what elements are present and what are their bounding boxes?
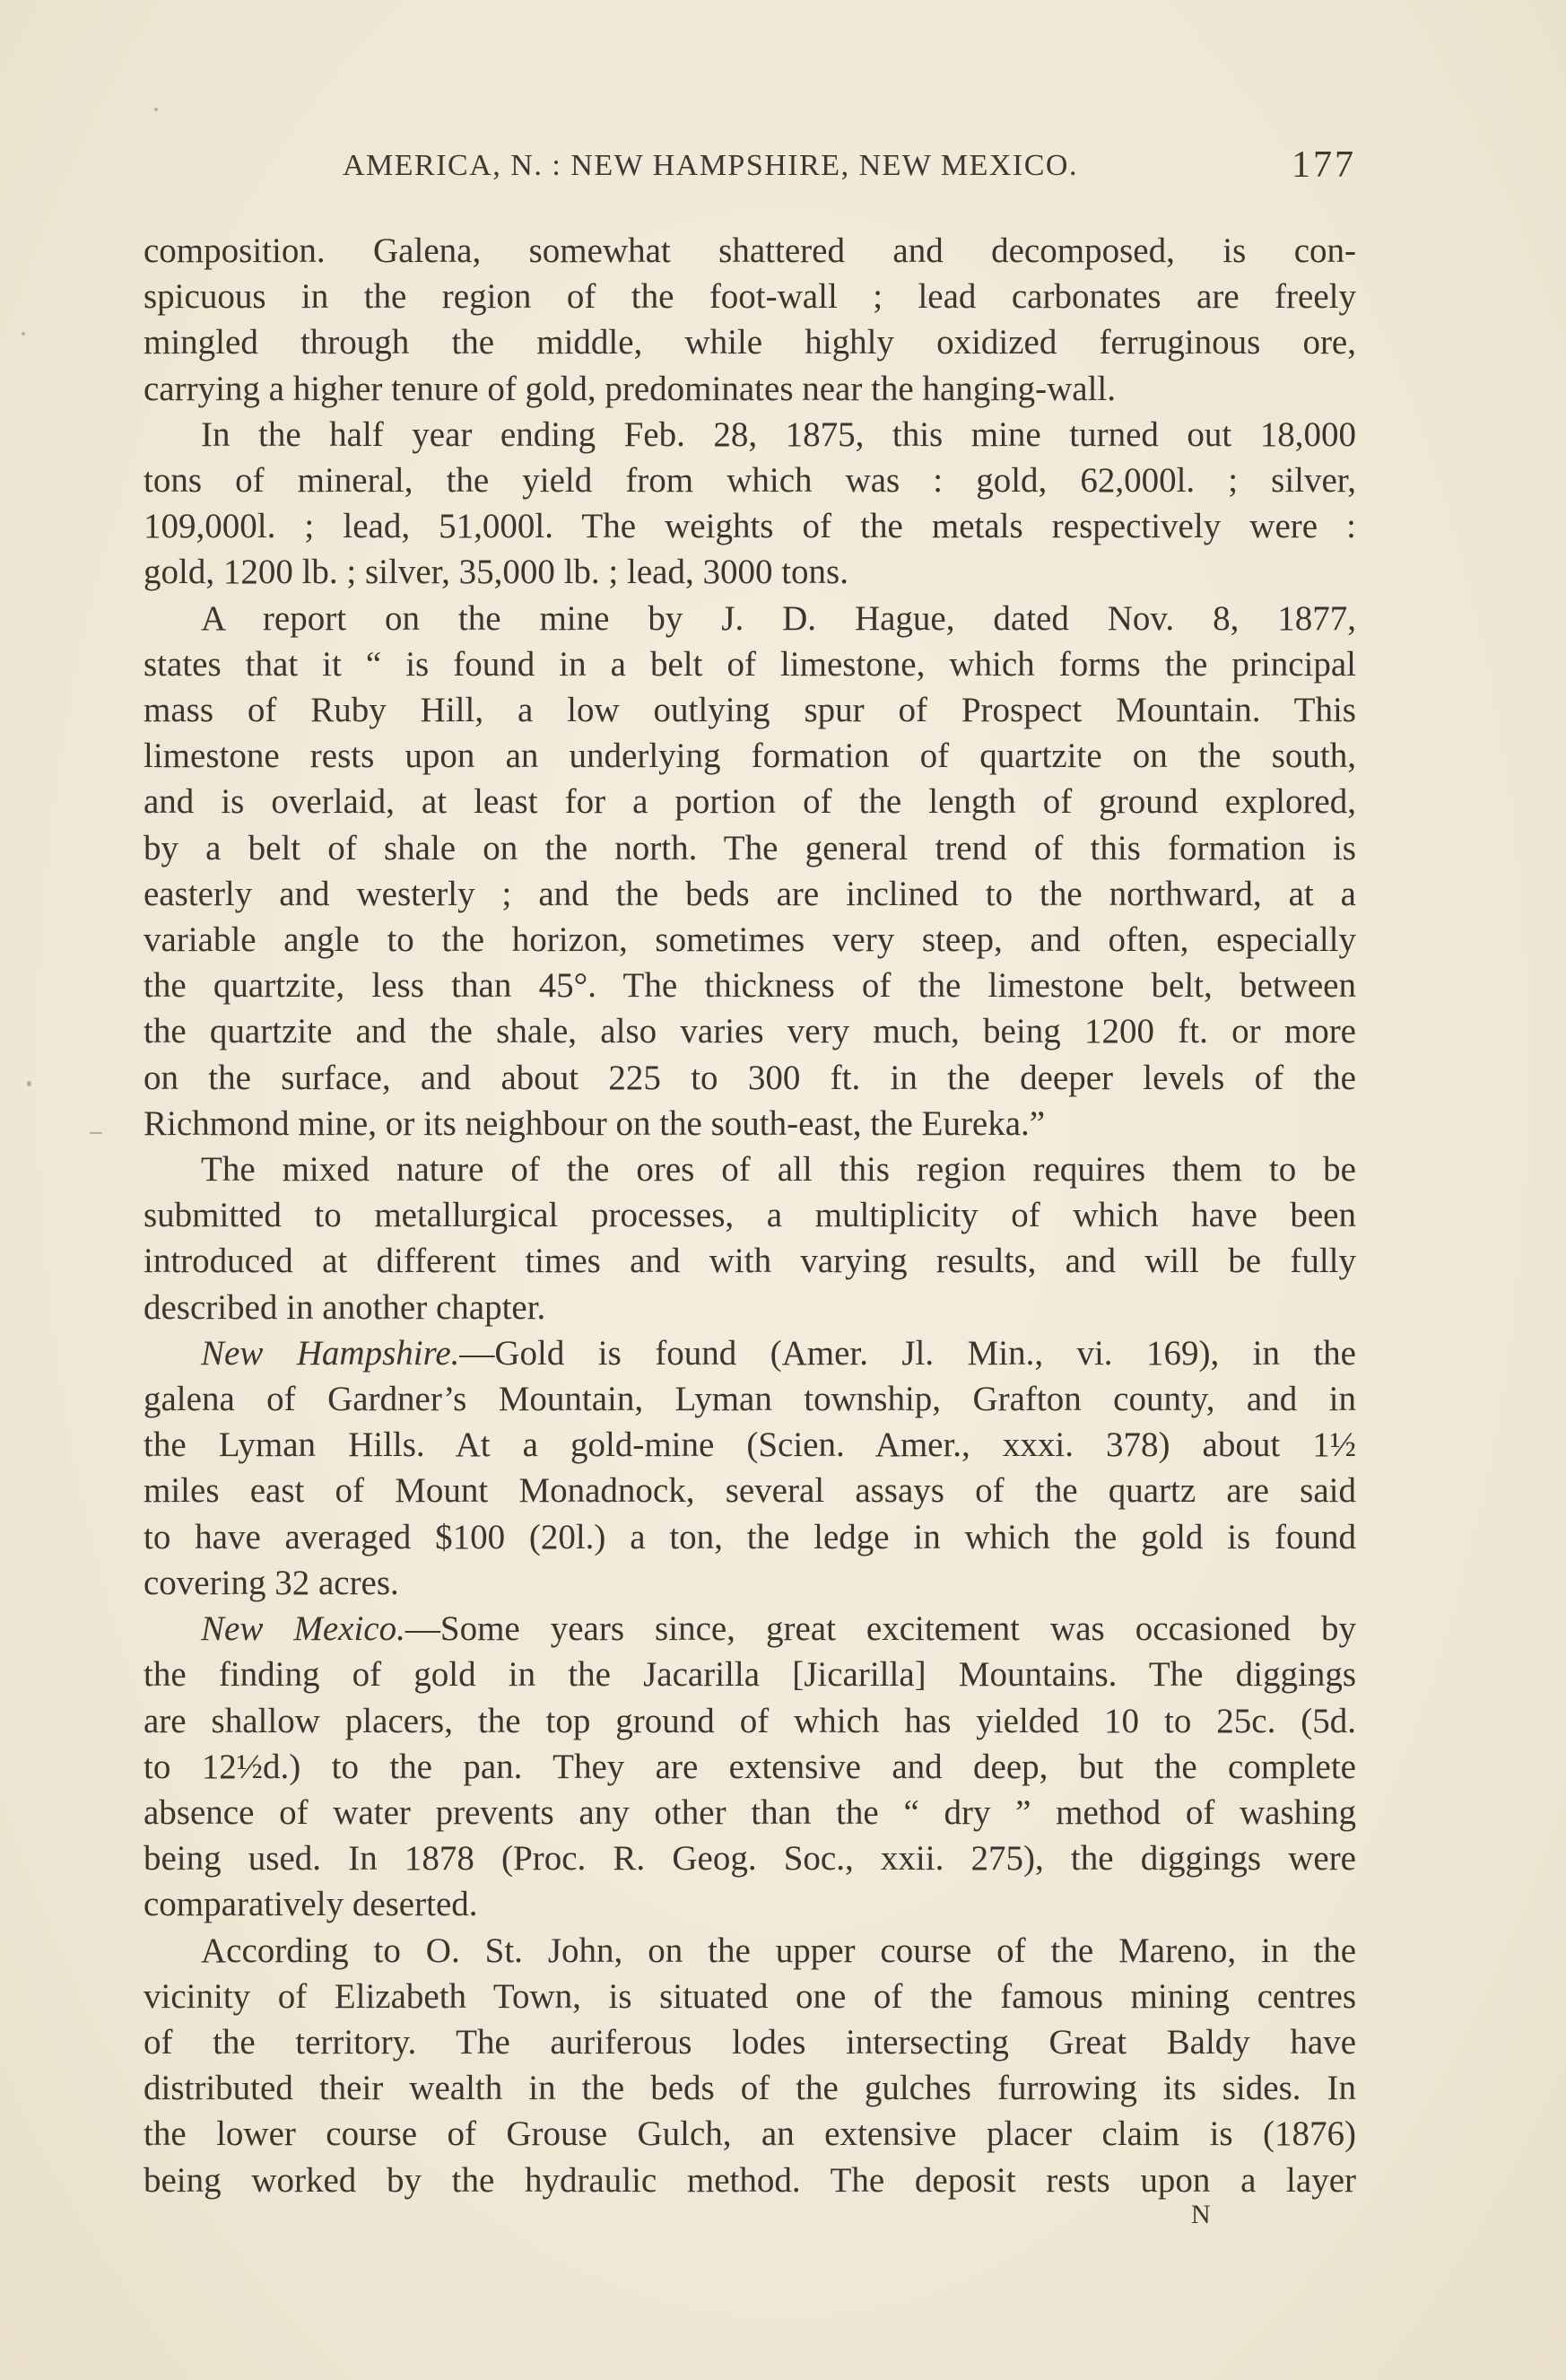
paper-speck	[27, 1081, 31, 1086]
text-line: vicinity of Elizabeth Town, is situated one of the famous mining centres	[144, 1976, 1356, 2016]
paper-speck	[90, 1132, 102, 1134]
text-line: comparatively deserted.	[144, 1885, 478, 1924]
running-title: AMERICA, N. : NEW HAMPSHIRE, NEW MEXICO.	[343, 149, 1078, 182]
text-line: being worked by the hydraulic method. The deposit rests upon a layer	[144, 2160, 1356, 2200]
text-line	[144, 1330, 1356, 1376]
text-line: mass of Ruby Hill, a low outlying spur of Prospect Mountain. This	[144, 691, 1356, 730]
text-line: of the territory. The auriferous lodes intersecting Great Baldy have	[144, 2022, 1356, 2062]
paper-speck	[22, 332, 25, 336]
text-line: absence of water prevents any other than the “ dry ” method of washing	[144, 1792, 1356, 1832]
text-line: the quartzite, less than 45°. The thickness of the limestone belt, between	[144, 966, 1356, 1006]
text-line-rest: —Some years since, great excitement was occasioned by	[405, 1609, 1356, 1649]
text-line: spicuous in the region of the foot-wall ; lead carbonates are freely	[144, 277, 1356, 317]
text-line: the quartzite and the shale, also varies very much, being 1200 ft. or more	[144, 1012, 1356, 1051]
text-line: covering 32 acres.	[144, 1563, 399, 1602]
page-number: 177	[1292, 144, 1356, 186]
text-line: A report on the mine by J. D. Hague, dated Nov. 8, 1877,	[201, 598, 1356, 638]
text-line	[144, 1606, 1356, 1652]
section-heading: New Mexico.	[201, 1609, 405, 1649]
text-line: the Lyman Hills. At a gold-mine (Scien. Amer., xxxi. 378) about 1½	[144, 1425, 1356, 1465]
text-line: mingled through the middle, while highly oxidized ferruginous ore,	[144, 323, 1356, 362]
text-line: being used. In 1878 (Proc. R. Geog. Soc., xxii. 275), the diggings were	[144, 1839, 1356, 1879]
text-line: introduced at different times and with varying results, and will be fully	[144, 1242, 1356, 1281]
text-line: on the surface, and about 225 to 300 ft. in the deeper levels of the	[144, 1058, 1356, 1097]
body-text	[144, 228, 1356, 2203]
text-line: and is overlaid, at least for a portion of the length of ground explored,	[144, 782, 1356, 822]
paper-speck	[154, 108, 158, 111]
text-line: gold, 1200 lb. ; silver, 35,000 lb. ; lead, 3000 tons.	[144, 553, 848, 592]
text-line: the finding of gold in the Jacarilla [Jicarilla] Mountains. The diggings	[144, 1655, 1356, 1695]
text-line: composition. Galena, somewhat shattered and decomposed, is con-	[144, 231, 1356, 270]
text-line: are shallow placers, the top ground of which has yielded 10 to 25c. (5d.	[144, 1701, 1356, 1740]
signature-mark: N	[1191, 2200, 1211, 2229]
text-line: by a belt of shale on the north. The general trend of this formation is	[144, 828, 1356, 867]
text-line: galena of Gardner’s Mountain, Lyman township, Grafton county, and in	[144, 1380, 1356, 1419]
text-line: variable angle to the horizon, sometimes very steep, and often, especially	[144, 920, 1356, 960]
text-line: to 12½d.) to the pan. They are extensive and deep, but the complete	[144, 1747, 1356, 1786]
text-line: easterly and westerly ; and the beds are inclined to the northward, at a	[144, 874, 1356, 913]
text-line: distributed their wealth in the beds of the gulches furrowing its sides. In	[144, 2069, 1356, 2108]
text-line: described in another chapter.	[144, 1287, 546, 1327]
running-head	[144, 144, 1356, 197]
text-line: to have averaged $100 (20l.) a ton, the ledge in which the gold is found	[144, 1517, 1356, 1556]
text-line: the lower course of Grouse Gulch, an extensive placer claim is (1876)	[144, 2114, 1356, 2154]
text-line: According to O. St. John, on the upper course of the Mareno, in the	[201, 1931, 1356, 1970]
text-line: tons of mineral, the yield from which was : gold, 62,000l. ; silver,	[144, 461, 1356, 501]
text-line: submitted to metallurgical processes, a multiplicity of which have been	[144, 1196, 1356, 1235]
text-line: In the half year ending Feb. 28, 1875, this mine turned out 18,000	[201, 414, 1356, 454]
text-line: limestone rests upon an underlying formation of quartzite on the south,	[144, 737, 1356, 776]
text-line-rest: —Gold is found (Amer. Jl. Min., vi. 169), in the	[459, 1333, 1356, 1373]
text-line: The mixed nature of the ores of all this region requires them to be	[201, 1150, 1356, 1190]
section-heading: New Hampshire.	[201, 1333, 460, 1373]
text-line: states that it “ is found in a belt of limestone, which forms the principal	[144, 644, 1356, 684]
text-line: carrying a higher tenure of gold, predominates near the hanging-wall.	[144, 369, 1117, 408]
text-line: miles east of Mount Monadnock, several assays of the quartz are said	[144, 1471, 1356, 1511]
text-line: Richmond mine, or its neighbour on the south-east, the Eureka.”	[144, 1103, 1046, 1143]
text-line: 109,000l. ; lead, 51,000l. The weights of the metals respectively were :	[144, 507, 1356, 546]
